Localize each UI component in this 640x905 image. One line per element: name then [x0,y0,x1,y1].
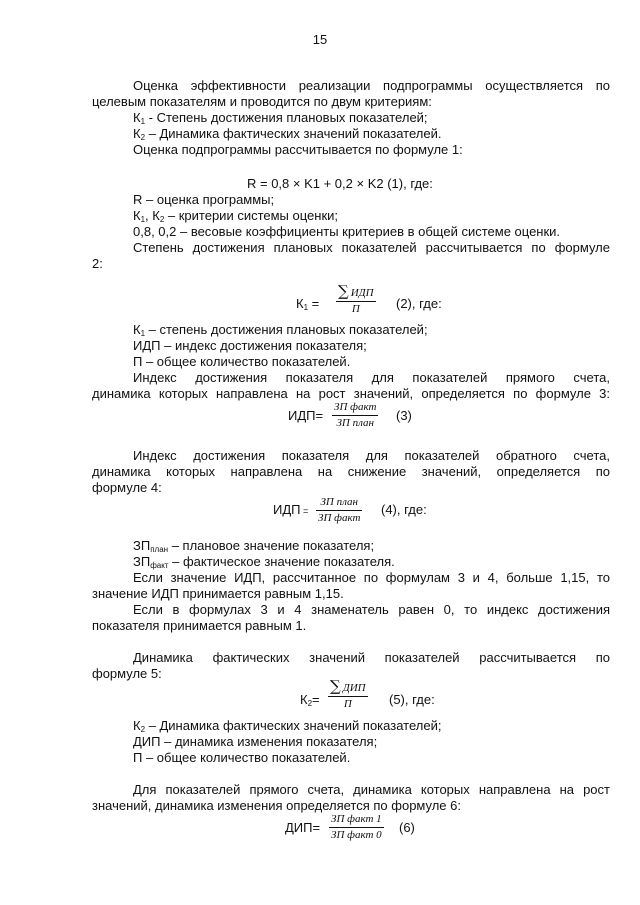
formula-5-lhs: $К_2=$ [300,692,320,708]
zero-rule-line-2: показателя принимается равным 1. [92,618,307,633]
reverse-index-line-3: формуле 4: [92,480,162,495]
fraction-numerator: ИДП [350,287,374,299]
formula-4-lhs: ИДП = [273,502,309,517]
intro-line-1: Оценка эффективности реализации подпрограммы осуществляется по [133,78,610,93]
fraction-numerator: ЗП факт [334,401,377,413]
direct-index-line-2: динамика которых направлена на рост значений, определяется по формуле 3: [92,386,610,401]
formula-4-fraction [316,496,362,525]
formula-2-tail: (2), где: [396,296,442,311]
formula-6-fraction [329,813,384,842]
formula-4-tail: (4), где: [381,502,427,517]
p-definition: П – общее количество показателей. [133,354,351,369]
formula2-intro-line-2: 2: [92,256,103,271]
formula-2-fraction [336,282,376,316]
sigma-symbol: ∑ [330,677,341,695]
cap-rule-line-2: значение ИДП принимается равным 1,15. [92,586,344,601]
dynamics-intro-line-2: формуле 5: [92,666,162,681]
k1-definition-2: $К_1$ – степень достижения плановых показателей; [133,322,428,338]
formula-6-lhs: ДИП= [285,820,321,835]
formula-3-lhs: ИДП= [288,408,324,423]
fraction-denominator: П [351,303,360,315]
fraction-numerator: ЗП план [320,496,358,508]
intro-line-2: целевым показателям и проводится по двум критериям: [92,94,432,109]
formula-2-lhs: $К_1$ = [296,296,320,312]
reverse-index-line-2: динамика которых направлена на снижение значений, определяется по [92,464,610,479]
formula-5-fraction [328,677,368,711]
fraction-numerator: ЗП факт 1 [331,813,382,825]
sigma-symbol: ∑ [338,282,349,300]
weights-definition: 0,8, 0,2 – весовые коэффициенты критериев в общей системе оценки. [133,224,561,239]
fraction-denominator: П [343,698,352,710]
fraction-numerator: ДИП [342,682,366,694]
direct-dynamics-line-1: Для показателей прямого счета, динамика которых направлена на рост [133,782,610,797]
direct-index-line-1: Индекс достижения показателя для показателей прямого счета, [133,370,610,385]
formula-3-tail: (3) [396,408,412,423]
p-definition-2: П – общее количество показателей. [133,750,351,765]
formula-6-tail: (6) [399,820,415,835]
reverse-index-line-1: Индекс достижения показателя для показателей обратного счета, [133,448,610,463]
fraction-denominator: ЗП план [336,417,374,429]
formula-1: R = 0,8 × K1 + 0,2 × K2 (1), где: [247,176,433,191]
k2-definition-2: $К_2$ – Динамика фактических значений показателей; [133,718,442,734]
dynamics-intro-line-1: Динамика фактических значений показателей рассчитывается по [133,650,610,665]
formula1-intro: Оценка подпрограммы рассчитывается по формуле 1: [133,142,463,157]
zp-plan-definition: $ЗП_{план}$ – плановое значение показателя; [133,538,375,554]
dip-definition: ДИП – динамика изменения показателя; [133,734,378,749]
k2-definition: $К_2$ – Динамика фактических значений показателей. [133,126,442,142]
k1-definition: $К_1$ - Степень достижения плановых показателей; [133,110,428,126]
fraction-denominator: ЗП факт 0 [331,829,382,841]
k1-k2-definition: $К_1$, $К_2$ – критерии системы оценки; [133,208,339,224]
formula2-intro-line-1: Степень достижения плановых показателей рассчитывается по формуле [133,240,610,255]
r-definition: R – оценка программы; [133,192,275,207]
idp-definition: ИДП – индекс достижения показателя; [133,338,367,353]
formula-5-tail: (5), где: [389,692,435,707]
fraction-denominator: ЗП факт [318,512,361,524]
zero-rule-line-1: Если в формулах 3 и 4 знаменатель равен 0, то индекс достижения [133,602,610,617]
direct-dynamics-line-2: значений, динамика изменения определяется по формуле 6: [92,798,461,813]
formula-3-fraction [332,401,378,430]
page-number: 15 [312,32,328,47]
zp-fact-definition: $ЗП_{факт}$ – фактическое значение показателя. [133,554,395,570]
cap-rule-line-1: Если значение ИДП, рассчитанное по формулам 3 и 4, больше 1,15, то [133,570,610,585]
